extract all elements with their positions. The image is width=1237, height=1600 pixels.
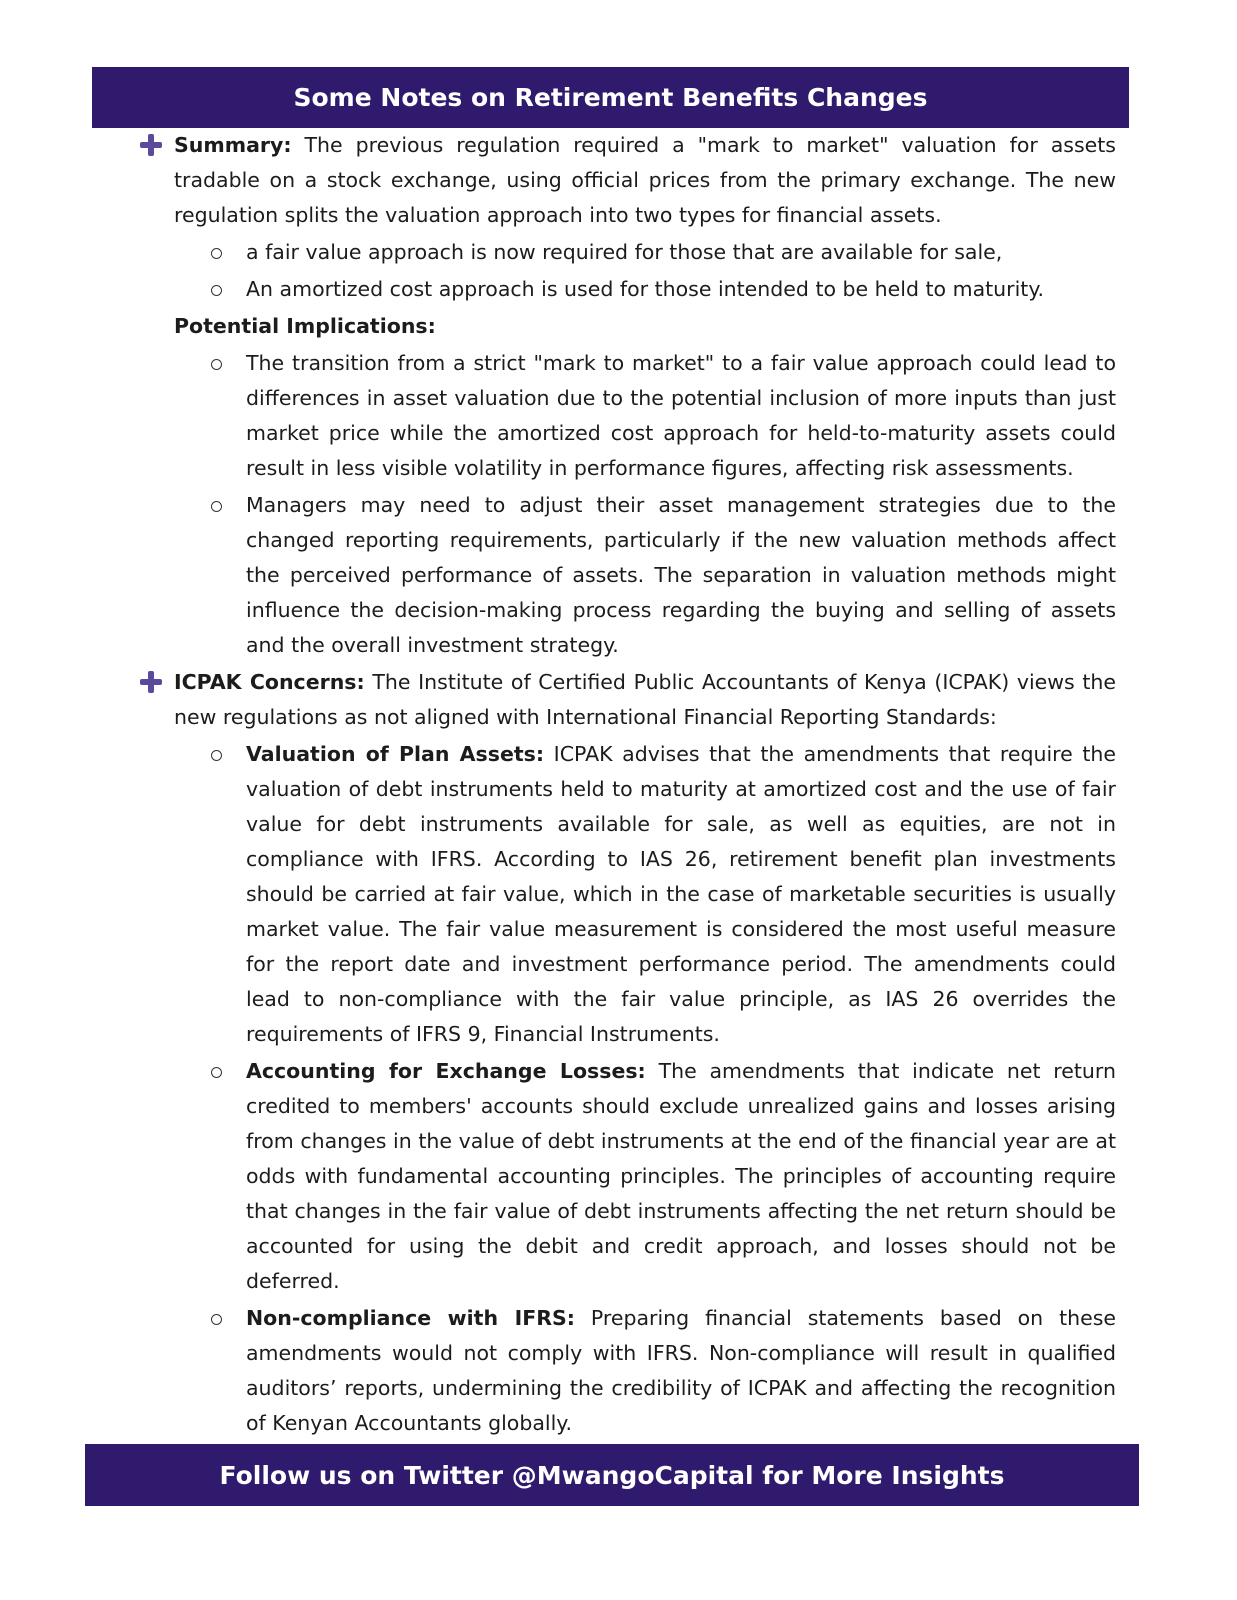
icpak-label: ICPAK Concerns: bbox=[174, 670, 365, 694]
page-title: Some Notes on Retirement Benefits Changes bbox=[293, 83, 928, 112]
document-body bbox=[138, 128, 1116, 1441]
list-item: Valuation of Plan Assets: ICPAK advises that the amendments that require the valuation of debt instruments held to maturity at amortized cost and the use of fair value for debt instruments available for sale, as well as equities, are not in compliance with IFRS. According to IAS 26, retirement benefit plan investments should be carried at fair value, which in the case of marketable securities is usually market value. The fair value measurement is considered the most useful measure for the report date and investment performance period. The amendments could lead to non-compliance with the fair value principle, as IAS 26 overrides the requirements of IFRS 9, Financial Instruments. bbox=[138, 737, 1116, 1052]
summary-bullets bbox=[138, 235, 1116, 307]
list-item: The transition from a strict "mark to market" to a fair value approach could lead to differences in asset valuation due to the potential inclusion of more inputs than just market price while the amortized cost approach for held-to-maturity assets could result in less visible volatility in performance figures, affecting risk assessments. bbox=[138, 346, 1116, 486]
footer-text: Follow us on Twitter @MwangoCapital for More Insights bbox=[219, 1460, 1005, 1490]
icpak-section bbox=[138, 665, 1116, 735]
summary-label: Summary: bbox=[174, 133, 292, 157]
footer-banner bbox=[85, 1444, 1139, 1506]
implications-bullets bbox=[138, 346, 1116, 663]
circle-bullet-icon bbox=[211, 285, 222, 296]
summary-text: The previous regulation required a "mark to market" valuation for assets tradable on a stock exchange, using official prices from the primary exchange. The new regulation splits the valuation approach into two types for financial assets. bbox=[174, 133, 1116, 227]
circle-bullet-icon bbox=[211, 359, 222, 370]
list-item: Managers may need to adjust their asset management strategies due to the changed reporting requirements, particularly if the new valuation methods affect the perceived performance of assets. The separation in valuation methods might influence the decision-making process regarding the buying and selling of assets and the overall investment strategy. bbox=[138, 488, 1116, 663]
circle-bullet-icon bbox=[211, 750, 222, 761]
circle-bullet-icon bbox=[211, 1067, 222, 1078]
summary-section bbox=[138, 128, 1116, 233]
list-item: An amortized cost approach is used for those intended to be held to maturity. bbox=[138, 272, 1116, 307]
circle-bullet-icon bbox=[211, 501, 222, 512]
list-item: Non-compliance with IFRS: Preparing financial statements based on these amendments would not comply with IFRS. Non-compliance will result in qualified auditors’ reports, undermining the credibility of ICPAK and affecting the recognition of Kenyan Accountants globally. bbox=[138, 1301, 1116, 1441]
page-title-banner bbox=[92, 67, 1129, 128]
circle-bullet-icon bbox=[211, 248, 222, 259]
list-item: a fair value approach is now required for those that are available for sale, bbox=[138, 235, 1116, 270]
icpak-text: The Institute of Certified Public Accountants of Kenya (ICPAK) views the new regulations as not aligned with International Financial Reporting Standards: bbox=[174, 670, 1117, 729]
implications-heading: Potential Implications: bbox=[174, 314, 436, 338]
list-item: Accounting for Exchange Losses: The amendments that indicate net return credited to members' accounts should exclude unrealized gains and losses arising from changes in the value of debt instruments at the end of the financial year are at odds with fundamental accounting principles. The principles of accounting require that changes in the fair value of debt instruments affecting the net return should be accounted for using the debit and credit approach, and losses should not be deferred. bbox=[138, 1054, 1116, 1299]
plus-icon bbox=[140, 134, 162, 156]
icpak-bullets bbox=[138, 737, 1116, 1441]
plus-icon bbox=[140, 671, 162, 693]
circle-bullet-icon bbox=[211, 1314, 222, 1325]
